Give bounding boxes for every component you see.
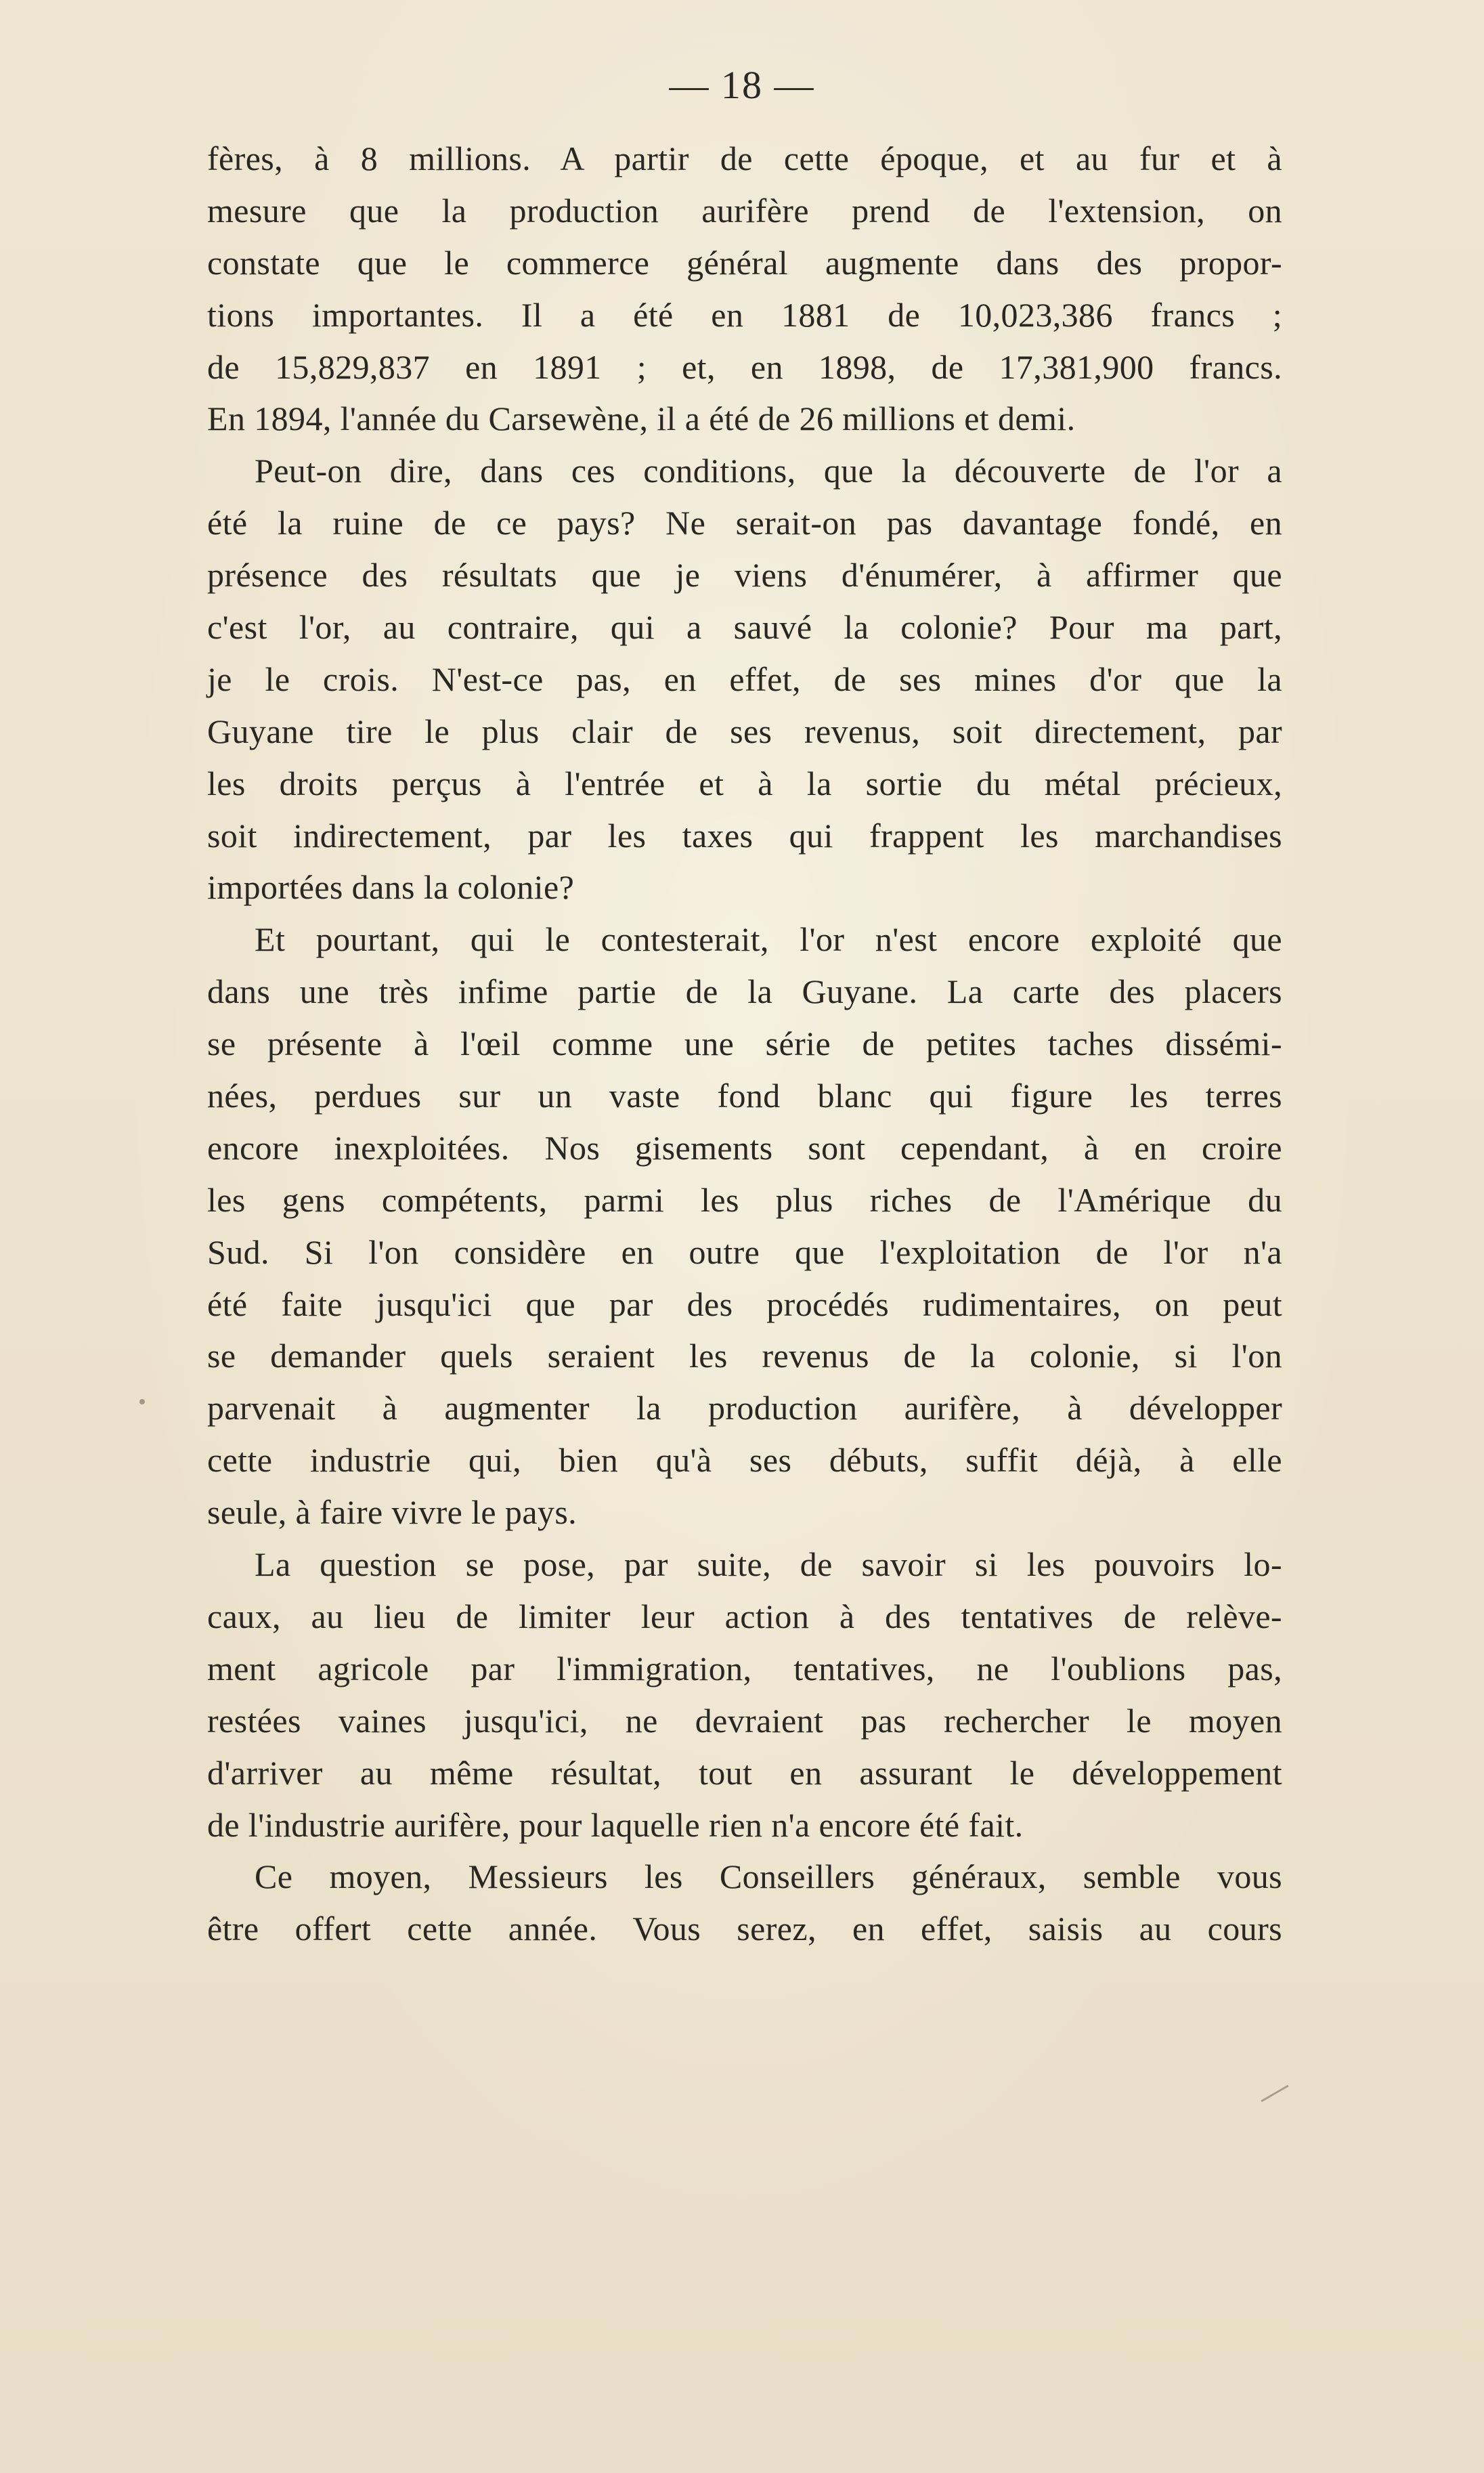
text-line: tions importantes. Il a été en 1881 de 10,023,386 francs ; (207, 295, 1282, 334)
text-line: d'arriver au même résultat, tout en assurant le développement (207, 1753, 1282, 1792)
text-line: Peut-on dire, dans ces conditions, que la découverte de l'or a (255, 452, 1282, 490)
text-line: se demander quels seraient les revenus de la colonie, si l'on (207, 1337, 1282, 1375)
paragraph (207, 1851, 1282, 1955)
ink-speck (139, 1399, 145, 1404)
text-line: dans une très infime partie de la Guyane. La carte des placers (207, 972, 1282, 1011)
paragraph (207, 1539, 1282, 1851)
text-line: c'est l'or, au contraire, qui a sauvé la colonie? Pour ma part, (207, 608, 1282, 647)
text-line: été la ruine de ce pays? Ne serait-on pas davantage fondé, en (207, 504, 1282, 542)
pencil-mark (1261, 2085, 1288, 2103)
text-line: présence des résultats que je viens d'énumérer, à affirmer que (207, 556, 1282, 595)
text-line: de l'industrie aurifère, pour laquelle rien n'a encore été fait. (207, 1805, 1024, 1844)
text-line: ment agricole par l'immigration, tentatives, ne l'oublions pas, (207, 1649, 1282, 1687)
text-line: se présente à l'œil comme une série de petites taches dissémi- (207, 1025, 1282, 1063)
text-line: je le crois. N'est-ce pas, en effet, de ses mines d'or que la (207, 660, 1282, 698)
text-line: les gens compétents, parmi les plus riches de l'Amérique du (207, 1180, 1282, 1219)
text-line: Ce moyen, Messieurs les Conseillers généraux, semble vous (255, 1857, 1282, 1896)
text-line: soit indirectement, par les taxes qui frappent les marchandises (207, 816, 1282, 855)
paragraph (207, 913, 1282, 1539)
paragraph (207, 445, 1282, 913)
text-line: mesure que la production aurifère prend de l'extension, on (207, 191, 1282, 230)
text-line: les droits perçus à l'entrée et à la sortie du métal précieux, (207, 764, 1282, 802)
text-line: fères, à 8 millions. A partir de cette époque, et au fur et à (207, 139, 1282, 177)
text-line: cette industrie qui, bien qu'à ses débuts, suffit déjà, à elle (207, 1441, 1282, 1480)
text-line: Et pourtant, qui le contesterait, l'or n'est encore exploité que (255, 920, 1282, 959)
text-line: Sud. Si l'on considère en outre que l'exploitation de l'or n'a (207, 1232, 1282, 1271)
text-line: importées dans la colonie? (207, 868, 575, 907)
text-line: encore inexploitées. Nos gisements sont cependant, à en croire (207, 1128, 1282, 1167)
text-line: parvenait à augmenter la production aurifère, à développer (207, 1389, 1282, 1427)
text-line: caux, au lieu de limiter leur action à des tentatives de relève- (207, 1597, 1282, 1635)
text-line: seule, à faire vivre le pays. (207, 1493, 577, 1532)
text-line: La question se pose, par suite, de savoir si les pouvoirs lo- (255, 1545, 1282, 1584)
text-line: été faite jusqu'ici que par des procédés rudimentaires, on peut (207, 1285, 1282, 1323)
text-line: En 1894, l'année du Carsewène, il a été de 26 millions et demi. (207, 400, 1076, 438)
body-text (207, 133, 1282, 1955)
page-number: — 18 — (669, 63, 815, 107)
text-line: de 15,829,837 en 1891 ; et, en 1898, de 17,381,900 francs. (207, 347, 1282, 386)
text-line: être offert cette année. Vous serez, en effet, saisis au cours (207, 1910, 1282, 1948)
text-line: constate que le commerce général augmente dans des propor- (207, 243, 1282, 282)
text-line: restées vaines jusqu'ici, ne devraient pas rechercher le moyen (207, 1701, 1282, 1740)
text-line: nées, perdues sur un vaste fond blanc qui figure les terres (207, 1077, 1282, 1115)
text-line: Guyane tire le plus clair de ses revenus, soit directement, par (207, 712, 1282, 750)
paragraph (207, 133, 1282, 445)
